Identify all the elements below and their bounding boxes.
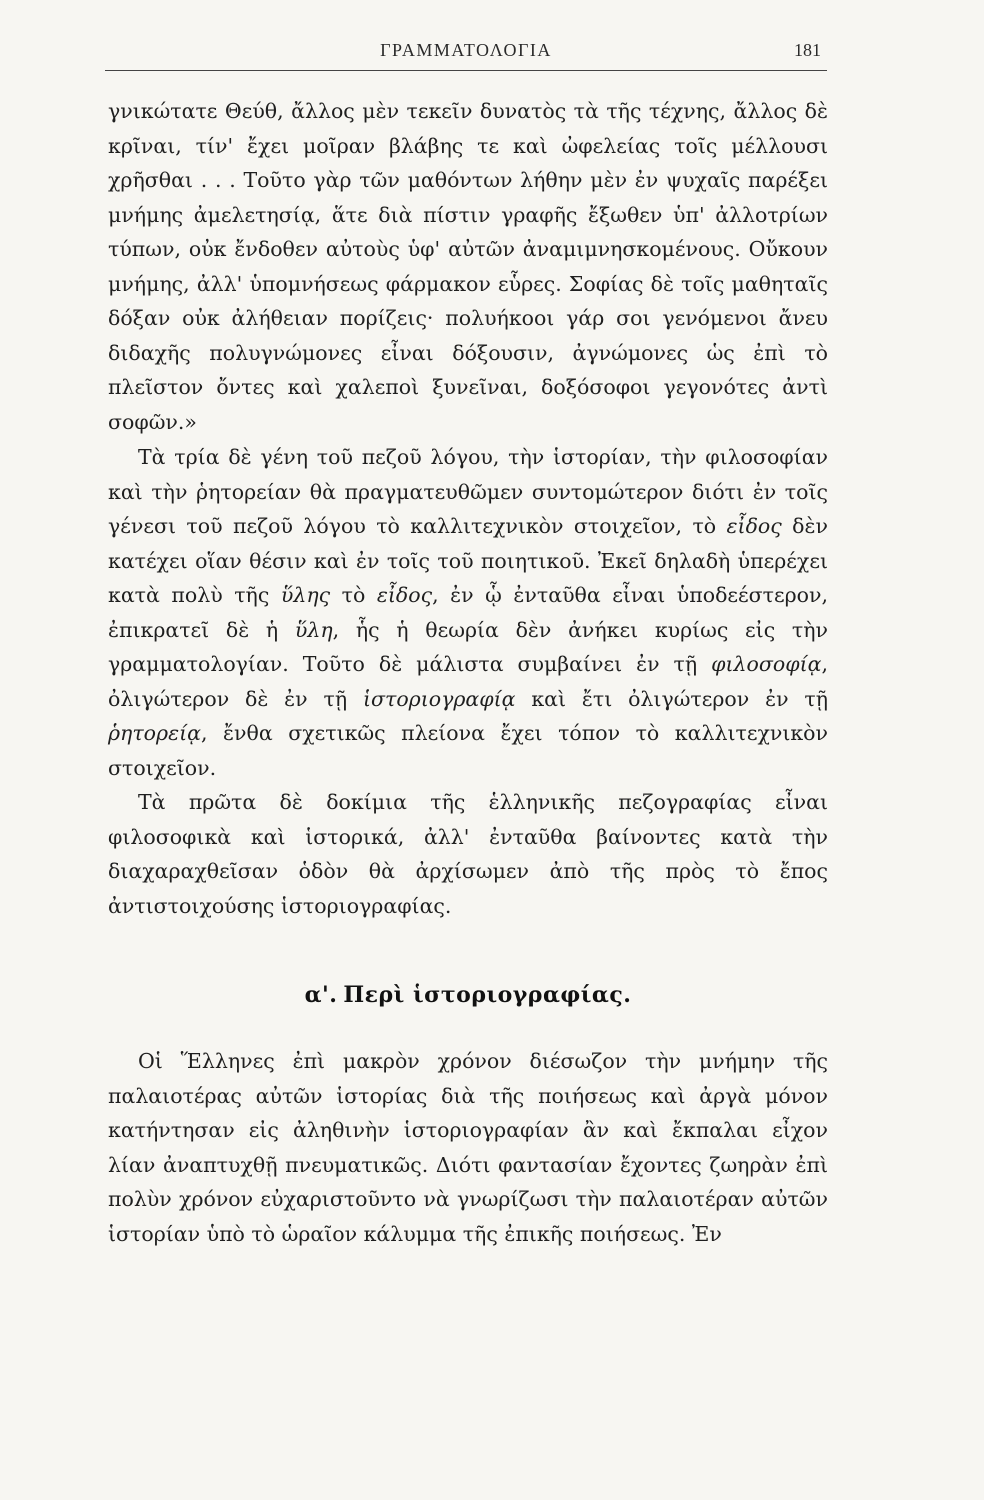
section-title: Περὶ ἱστοριογραφίας. <box>343 982 632 1008</box>
text-run: , ἔνθα σχετικῶς πλείονα ἔχει τόπον τὸ καλλιτεχνικὸν στοιχεῖον. <box>108 721 828 780</box>
italic-term: εἶδος <box>376 583 433 607</box>
section-text-block <box>108 1044 828 1251</box>
italic-term: ὕλης <box>280 583 331 607</box>
text-run: δὲν κατέχει οἵαν θέσιν καὶ ἐν τοῖς τοῦ ποιητικοῦ. Ἐκεῖ δηλαδὴ ὑπερέχει κατὰ πολὺ τῆς <box>108 514 828 607</box>
italic-term: ῥητορείᾳ <box>108 721 201 745</box>
section-number: α'. <box>304 982 338 1008</box>
quotation-block <box>108 94 828 439</box>
paragraph-prose-genres <box>108 440 828 785</box>
paragraph-first-essays: Τὰ πρῶτα δὲ δοκίμια τῆς ἑλληνικῆς πεζογραφίας εἶναι φιλοσοφικὰ καὶ ἱστορικά, ἀλλ' ἐνταῦθα βαίνοντες κατὰ τὴν διαχαραχθεῖσαν ὁδὸν θὰ ἀρχίσωμεν ἀπὸ τῆς πρὸς τὸ ἔπος ἀντιστοιχούσης ἱστοριογραφίας. <box>108 790 828 918</box>
text-run: τὸ <box>330 583 377 607</box>
page-header <box>105 40 827 80</box>
running-title: ΓΡΑΜΜΑΤΟΛΟΓΙΑ <box>380 40 552 60</box>
section-heading <box>108 982 828 1008</box>
main-text-block <box>108 440 828 923</box>
text-run: , ὀλιγώτερον δὲ ἐν τῇ <box>108 652 828 711</box>
page-number: 181 <box>794 40 821 60</box>
text-run: καὶ ἔτι ὀλιγώτερον ἐν τῇ <box>515 686 828 711</box>
italic-term: εἶδος <box>726 514 782 538</box>
text-run: , ἧς ἡ θεωρία δὲν ἀνήκει κυρίως εἰς τὴν γραμματολογίαν. Τοῦτο δὲ μάλιστα συμβαίνει ἐν τῇ <box>108 617 828 676</box>
italic-term: ἱστοριογραφίᾳ <box>362 686 516 711</box>
header-rule <box>105 70 827 71</box>
italic-term: φιλοσοφίᾳ <box>711 652 822 676</box>
text-run: Τὰ τρία δὲ γένη τοῦ πεζοῦ λόγου, τὴν ἱστορίαν, τὴν φιλοσοφίαν καὶ τὴν ῥητορείαν θὰ πραγματευθῶμεν συντομώτερον διότι ἐν τοῖς γένεσι τοῦ πεζοῦ λόγου τὸ καλλιτεχνικὸν στοιχεῖον, τὸ <box>108 445 828 538</box>
italic-term: ὕλη <box>294 617 333 642</box>
text-run: , ἐν ᾧ ἐνταῦθα εἶναι ὑποδεέστερον, ἐπικρατεῖ δὲ ἡ <box>108 583 828 642</box>
paragraph-historiography: Οἱ Ἕλληνες ἐπὶ μακρὸν χρόνον διέσωζον τὴν μνήμην τῆς παλαιοτέρας αὐτῶν ἱστορίας διὰ τῆς ποιήσεως καὶ ἀργὰ μόνον κατήντησαν εἰς ἀληθινὴν ἱστοριογραφίαν ἂν καὶ ἔκπαλαι εἶχον λίαν ἀναπτυχθῇ πνευματικῶς. Διότι φαντασίαν ἔχοντες ζωηρὰν ἐπὶ πολὺν χρόνον εὐχαριστοῦντο νὰ γνωρίζωσι τὴν παλαιοτέραν αὐτῶν ἱστορίαν ὑπὸ τὸ ὡραῖον κάλυμμα τῆς ἐπικῆς ποιήσεως. Ἐν <box>108 1049 828 1246</box>
quotation-paragraph: γνικώτατε Θεύθ, ἄλλος μὲν τεκεῖν δυνατὸς τὰ τῆς τέχνης, ἄλλος δὲ κρῖναι, τίν' ἔχει μοῖραν βλάβης τε καὶ ὠφελείας τοῖς μέλλουσι χρῆσθαι . . . Τοῦτο γὰρ τῶν μαθόντων λήθην μὲν ἐν ψυχαῖς παρέξει μνήμης ἀμελετησίᾳ, ἅτε διὰ πίστιν γραφῆς ἔξωθεν ὑπ' ἀλλοτρίων τύπων, οὐκ ἔνδοθεν αὐτοὺς ὑφ' αὐτῶν ἀναμιμνησκομένους. Οὔκουν μνήμης, ἀλλ' ὑπομνήσεως φάρμακον εὗρες. Σοφίας δὲ τοῖς μαθηταῖς δόξαν οὐκ ἀλήθειαν πορίζεις· πολυήκοοι γάρ σοι γενόμενοι ἄνευ διδαχῆς πολυγνώμονες εἶναι δόξουσιν, ἀγνώμονες ὡς ἐπὶ τὸ πλεῖστον ὄντες καὶ χαλεποὶ ξυνεῖναι, δοξόσοφοι γεγονότες ἀντὶ σοφῶν.» <box>108 99 828 434</box>
